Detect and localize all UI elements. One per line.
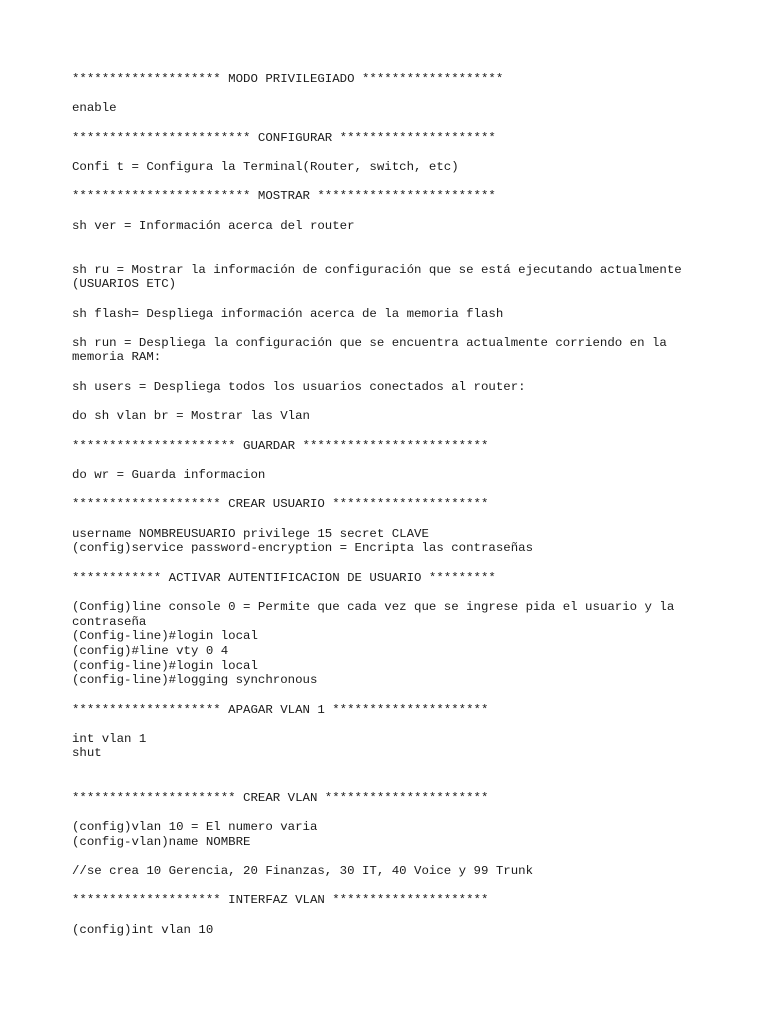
- command-line: sh users = Despliega todos los usuarios conectados al router:: [72, 380, 526, 394]
- command-line: (config-line)#login local: [72, 659, 258, 673]
- command-line: (config)service password-encryption = Encripta las contraseñas: [72, 541, 534, 555]
- command-line: shut: [72, 746, 102, 760]
- command-line: (config-line)#logging synchronous: [72, 673, 318, 687]
- command-line: enable: [72, 101, 117, 115]
- command-line: (config-vlan)name NOMBRE: [72, 835, 251, 849]
- command-line: do wr = Guarda informacion: [72, 468, 266, 482]
- command-line-continued: (USUARIOS ETC): [72, 277, 177, 291]
- command-line: sh ver = Información acerca del router: [72, 219, 355, 233]
- section-header-crear-usuario: ******************** CREAR USUARIO *********************: [72, 497, 489, 511]
- section-header-configurar: ************************ CONFIGURAR *********************: [72, 131, 496, 145]
- command-line: (config)#line vty 0 4: [72, 644, 229, 658]
- section-header-interfaz-vlan: ******************** INTERFAZ VLAN *********************: [72, 893, 489, 907]
- comment-line: //se crea 10 Gerencia, 20 Finanzas, 30 IT, 40 Voice y 99 Trunk: [72, 864, 534, 878]
- command-line: sh run = Despliega la configuración que se encuentra actualmente corriendo en la: [72, 336, 667, 350]
- command-line: (config)int vlan 10: [72, 923, 214, 937]
- section-header-guardar: ********************** GUARDAR *************************: [72, 439, 489, 453]
- command-line: (Config-line)#login local: [72, 629, 258, 643]
- command-line: Confi t = Configura la Terminal(Router, switch, etc): [72, 160, 459, 174]
- section-header-activar-autentificacion: ************ ACTIVAR AUTENTIFICACION DE USUARIO *********: [72, 571, 496, 585]
- section-header-mostrar: ************************ MOSTRAR ************************: [72, 189, 496, 203]
- section-header-modo-privilegiado: ******************** MODO PRIVILEGIADO *******************: [72, 72, 504, 86]
- command-line: do sh vlan br = Mostrar las Vlan: [72, 409, 310, 423]
- section-header-apagar-vlan-1: ******************** APAGAR VLAN 1 *********************: [72, 703, 489, 717]
- command-line: sh flash= Despliega información acerca de la memoria flash: [72, 307, 504, 321]
- command-line: (config)vlan 10 = El numero varia: [72, 820, 318, 834]
- command-line: username NOMBREUSUARIO privilege 15 secret CLAVE: [72, 527, 429, 541]
- command-line: (Config)line console 0 = Permite que cada vez que se ingrese pida el usuario y la: [72, 600, 675, 614]
- command-line-continued: memoria RAM:: [72, 350, 162, 364]
- command-line-continued: contraseña: [72, 615, 147, 629]
- section-header-crear-vlan: ********************** CREAR VLAN **********************: [72, 791, 489, 805]
- command-line: sh ru = Mostrar la información de configuración que se está ejecutando actualmente: [72, 263, 682, 277]
- command-line: int vlan 1: [72, 732, 147, 746]
